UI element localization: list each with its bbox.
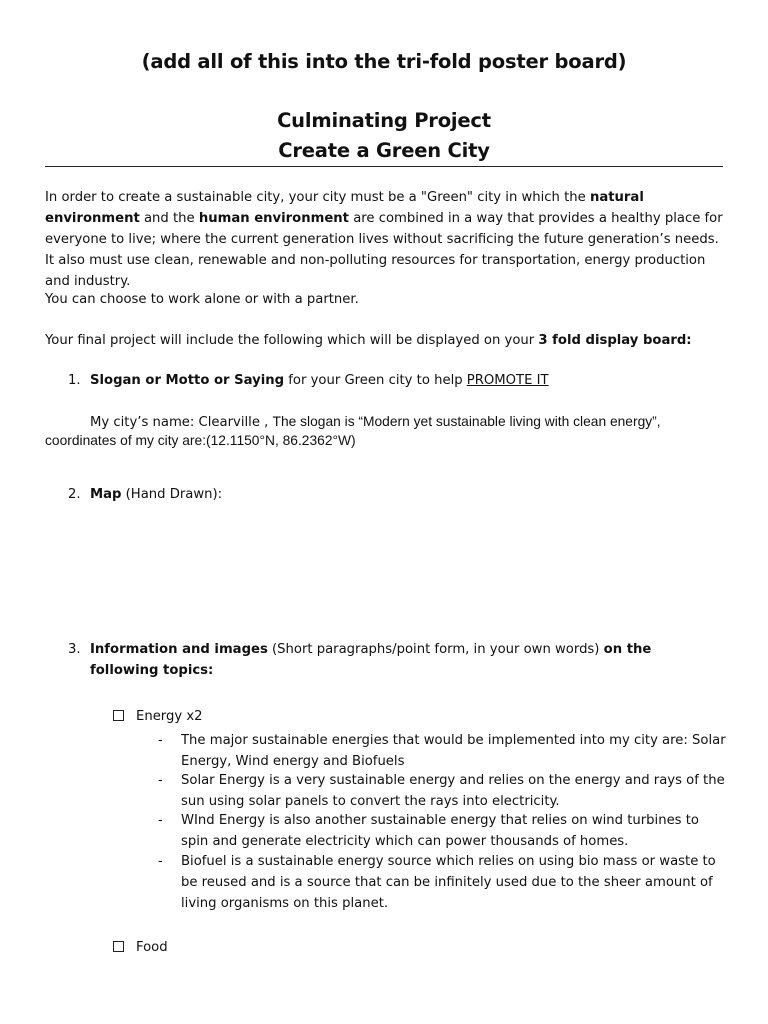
energy-point-text: Solar Energy is a very sustainable energy and relies on the energy and rays of the sun using solar panels to convert the rays into electricity. [181,773,725,809]
energy-point-text: Biofuel is a sustainable energy source which relies on using bio mass or waste to be reused and is a source that can be infinitely used due to the sheer amount of living organisms on this planet. [181,854,716,911]
checkbox-icon[interactable] [113,710,124,721]
dash-bullet: - [158,813,163,828]
checkbox-icon[interactable] [113,941,124,952]
item-3-bold-2: on the following topics: [90,642,652,678]
intro-bold-human: human environment [198,211,349,226]
dash-bullet: - [158,854,163,869]
intro-text-3: are combined in a way that provides a healthy place for everyone to live; where the current generation lives without sacrificing the future generation’s needs. It also must use clean, renewable and non-polluting resources for transportation, energy production and industry. [45,211,723,289]
item-2-text: (Hand Drawn): [121,487,223,502]
header-note: (add all of this into the tri-fold poster board) [141,50,627,73]
energy-point-text: The major sustainable energies that would be implemented into my city are: Solar Energy, Wind energy and Biofuels [181,733,726,769]
item-3-text: (Short paragraphs/point form, in your own words) [267,642,604,657]
topic-food [113,937,168,958]
intro-text-2: and the [139,211,199,226]
intro-paragraph [45,187,725,292]
final-project-bold: 3 fold display board: [538,333,692,348]
item-number-1: 1. [68,373,81,388]
city-name [90,412,661,433]
page-title: Culminating Project [277,109,491,132]
item-number-3: 3. [68,642,81,657]
dash-bullet: - [158,773,163,788]
energy-point-text: WInd Energy is also another sustainable energy that relies on wind turbines to spin and generate electricity which can power thousands of homes. [181,813,699,849]
topic-food-label: Food [136,940,168,955]
item-1-bold: Slogan or Motto or Saying [90,373,285,388]
title-divider [45,166,723,167]
item-1 [90,370,720,391]
item-3-bold: Information and images [90,642,268,657]
city-slogan: The slogan is “Modern yet sustainable living with clean energy”, [272,414,661,429]
item-3 [90,639,710,681]
final-project-text: Your final project will include the following which will be displayed on your [45,333,539,348]
city-name-text: My city’s name: Clearville , [90,415,273,430]
topic-energy-label: Energy x2 [136,709,203,724]
item-1-underline: PROMOTE IT [466,373,549,388]
city-coordinates: coordinates of my city are:(12.1150°N, 86.2362°W) [45,433,356,448]
topic-energy [113,706,203,727]
dash-bullet: - [158,733,163,748]
item-number-2: 2. [68,487,81,502]
intro-text-1: In order to create a sustainable city, your city must be a "Green" city in which the [45,190,590,205]
item-2 [90,484,222,505]
final-project-note [45,330,725,351]
item-2-bold: Map [90,487,122,502]
partner-note: You can choose to work alone or with a partner. [45,292,359,307]
intro-bold-natural: natural environment [45,190,644,226]
page-subtitle: Create a Green City [278,139,490,162]
item-1-text: for your Green city to help [284,373,467,388]
